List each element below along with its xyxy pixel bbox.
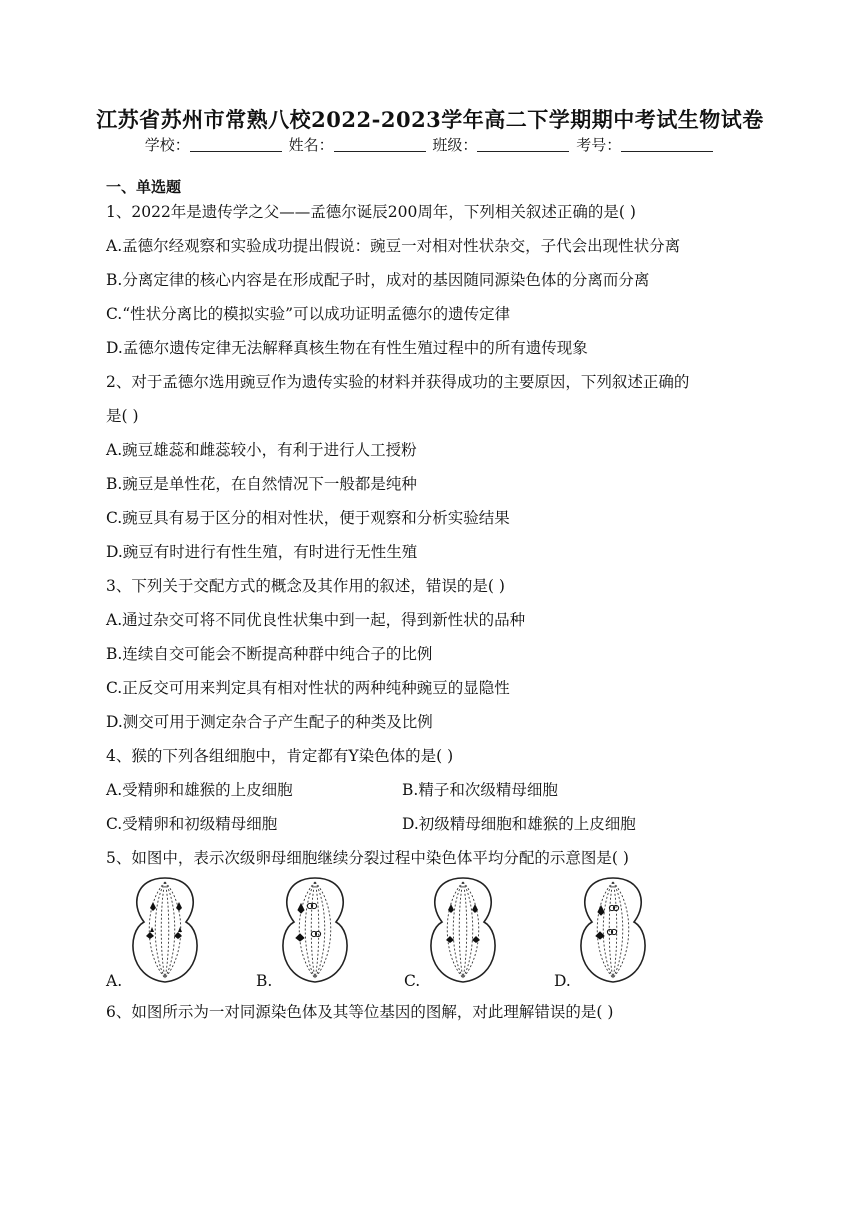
class-blank[interactable] — [477, 137, 569, 152]
question-4-option-c: C.受精卵和初级精母细胞 — [106, 815, 278, 833]
school-label: 学校： — [144, 136, 190, 154]
page-title: 江苏省苏州市常熟八校2022-2023学年高二下学期期中考试生物试卷 — [96, 107, 764, 132]
question-4-option-a: A.受精卵和雄猴的上皮细胞 — [106, 781, 293, 799]
question-1-stem: 1、2022年是遗传学之父——孟德尔诞辰200周年，下列相关叙述正确的是( ) — [106, 203, 636, 221]
question-2-stem: 2、对于孟德尔选用豌豆作为遗传实验的材料并获得成功的主要原因，下列叙述正确的 — [106, 373, 690, 391]
exam-no-blank[interactable] — [621, 137, 713, 152]
name-blank[interactable] — [334, 137, 426, 152]
figure-c-label: C. — [404, 972, 421, 990]
question-2-stem-cont: 是( ) — [106, 407, 139, 425]
question-5-figures — [106, 872, 686, 992]
figure-d-label: D. — [554, 972, 571, 990]
figure-d — [554, 872, 674, 992]
question-2-option-c: C.豌豆具有易于区分的相对性状，便于观察和分析实验结果 — [106, 509, 510, 527]
figure-a — [106, 872, 226, 992]
cell-division-b-diagram — [274, 874, 356, 986]
question-1-option-d: D.孟德尔遗传定律无法解释真核生物在有性生殖过程中的所有遗传现象 — [106, 339, 588, 357]
cell-division-c-diagram — [422, 874, 504, 986]
question-1-option-b: B.分离定律的核心内容是在形成配子时，成对的基因随同源染色体的分离而分离 — [106, 271, 650, 289]
question-3-option-b: B.连续自交可能会不断提高种群中纯合子的比例 — [106, 645, 433, 663]
figure-c — [404, 872, 524, 992]
question-3-option-a: A.通过杂交可将不同优良性状集中到一起，得到新性状的品种 — [106, 611, 526, 629]
question-2-option-d: D.豌豆有时进行有性生殖，有时进行无性生殖 — [106, 543, 418, 561]
figure-b — [256, 872, 376, 992]
question-4-option-d: D.初级精母细胞和雄猴的上皮细胞 — [402, 815, 636, 833]
question-2-option-a: A.豌豆雄蕊和雌蕊较小，有利于进行人工授粉 — [106, 441, 417, 459]
class-label: 班级： — [432, 136, 478, 154]
cell-division-d-diagram — [572, 874, 654, 986]
question-1-option-a: A.孟德尔经观察和实验成功提出假说：豌豆一对相对性状杂交，子代会出现性状分离 — [106, 237, 681, 255]
question-3-option-d: D.测交可用于测定杂合子产生配子的种类及比例 — [106, 713, 433, 731]
section-title: 一、单选题 — [106, 178, 182, 196]
question-6-stem: 6、如图所示为一对同源染色体及其等位基因的图解，对此理解错误的是( ) — [106, 1003, 614, 1021]
name-label: 姓名： — [288, 136, 334, 154]
question-3-stem: 3、下列关于交配方式的概念及其作用的叙述，错误的是( ) — [106, 577, 505, 595]
question-1-option-c: C.“性状分离比的模拟实验”可以成功证明孟德尔的遗传定律 — [106, 305, 511, 323]
question-5-stem: 5、如图中，表示次级卵母细胞继续分裂过程中染色体平均分配的示意图是( ) — [106, 849, 629, 867]
question-3-option-c: C.正反交可用来判定具有相对性状的两种纯种豌豆的显隐性 — [106, 679, 510, 697]
figure-a-label: A. — [106, 972, 123, 990]
question-2-option-b: B.豌豆是单性花，在自然情况下一般都是纯种 — [106, 475, 417, 493]
student-info-line — [0, 134, 860, 155]
question-4-stem: 4、猴的下列各组细胞中，肯定都有Y染色体的是( ) — [106, 747, 454, 765]
school-blank[interactable] — [190, 137, 282, 152]
exam-no-label: 考号： — [576, 136, 622, 154]
cell-division-a-diagram — [124, 874, 206, 986]
figure-b-label: B. — [256, 972, 273, 990]
question-4-option-b: B.精子和次级精母细胞 — [402, 781, 558, 799]
